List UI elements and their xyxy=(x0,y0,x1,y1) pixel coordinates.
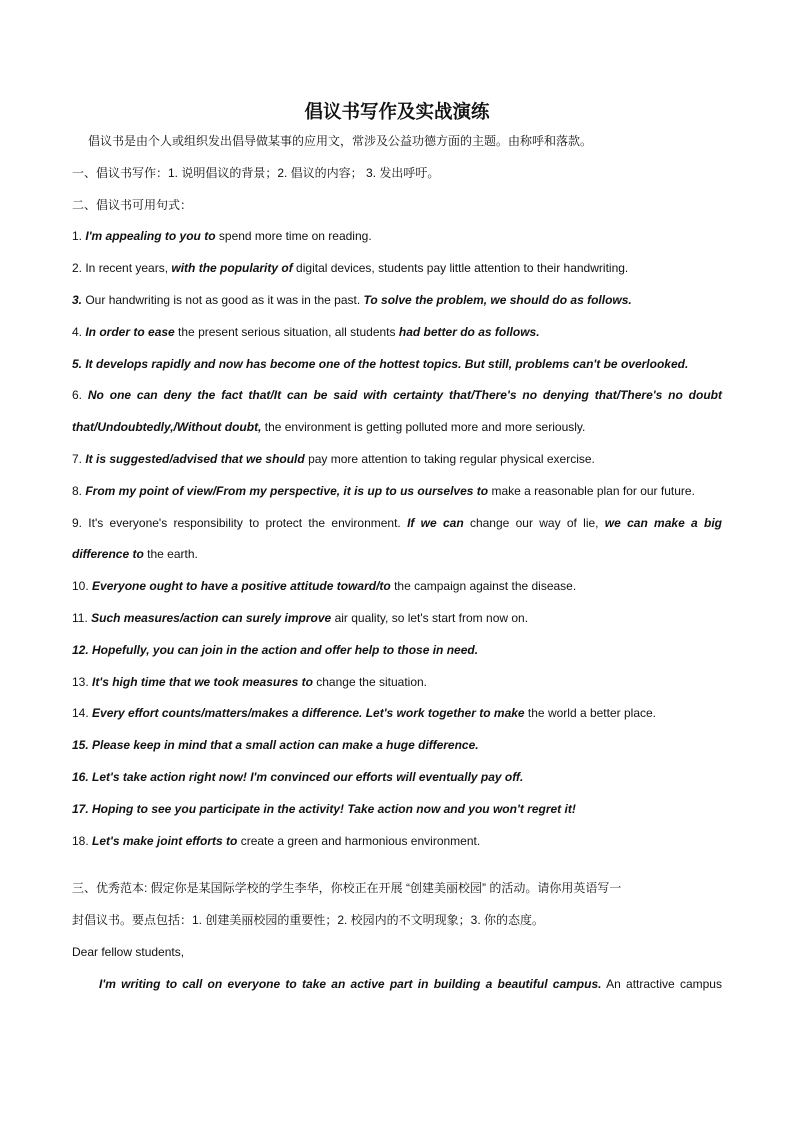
sentence-text: An attractive campus xyxy=(601,976,722,991)
sentence-5: 5. It develops rapidly and now has become one of the hottest topics. But still, problems can't be overlooked. xyxy=(72,356,689,371)
key-phrase: From my point of view/From my perspective, it is up to us ourselves to xyxy=(82,483,489,498)
sentence-text: make a reasonable plan for our future. xyxy=(488,483,695,498)
sentence-9 xyxy=(72,508,722,540)
page-title: 倡议书写作及实战演练 xyxy=(304,102,490,123)
key-phrase: I'm writing to call on everyone to take an active part in building a beautiful campus. xyxy=(99,976,602,991)
sentence-16: 16. Let's take action right now! I'm convinced our efforts will eventually pay off. xyxy=(72,769,524,784)
key-phrase: It's high time that we took measures to xyxy=(88,674,313,689)
key-phrase: In order to ease xyxy=(82,324,175,339)
sentence-10 xyxy=(72,571,722,603)
sentence-3 xyxy=(72,285,722,317)
sentence-number: 8. xyxy=(72,483,83,498)
document-page xyxy=(72,100,722,1001)
section-heading-3: 三、优秀范本: 假定你是某国际学校的学生李华，你校正在开展 “创建美丽校园” 的活动。请你用英语写一 xyxy=(72,881,622,896)
sentence-number: 18. xyxy=(72,833,89,848)
section-heading-1: 一、倡议书写作：1. 说明倡议的背景；2. 倡议的内容； 3. 发出呼吁。 xyxy=(72,165,440,180)
sentence-text: the earth. xyxy=(143,547,198,562)
sentence-11 xyxy=(72,603,722,635)
key-phrase: difference to xyxy=(72,547,144,562)
key-phrase: To solve the problem, we should do as follows. xyxy=(363,292,632,307)
sentence-number: 10. xyxy=(72,579,89,594)
sentence-8 xyxy=(72,476,722,508)
sentence-12: 12. Hopefully, you can join in the action and offer help to those in need. xyxy=(72,642,479,657)
key-phrase: Everyone ought to have a positive attitude toward/to xyxy=(88,579,391,594)
sentence-number: 7. xyxy=(72,451,83,466)
letter-salutation: Dear fellow students, xyxy=(72,944,185,959)
key-phrase: I'm appealing to you to xyxy=(85,229,216,244)
sentence-4 xyxy=(72,317,722,349)
sentence-number: 2. xyxy=(72,261,83,276)
key-phrase: Let's make joint efforts to xyxy=(88,833,238,848)
sentence-2 xyxy=(72,253,722,285)
sentence-7 xyxy=(72,444,722,476)
sentence-number: 3. xyxy=(72,292,83,307)
sentence-text: change our way of lie, xyxy=(463,515,605,530)
sentence-text: digital devices, students pay little attention to their handwriting. xyxy=(292,261,629,276)
key-phrase: Such measures/action can surely improve xyxy=(87,610,332,625)
sentence-text: It's everyone's responsibility to protect the environment. xyxy=(82,515,408,530)
sentence-1 xyxy=(72,221,722,253)
key-phrase: that/Undoubtedly,/Without doubt, xyxy=(72,420,262,435)
sentence-18 xyxy=(72,826,722,858)
key-phrase: It is suggested/advised that we should xyxy=(82,451,305,466)
sentence-text: the present serious situation, all students xyxy=(174,324,399,339)
key-phrase: had better do as follows. xyxy=(398,324,540,339)
sentence-text: change the situation. xyxy=(312,674,428,689)
sentence-number: 4. xyxy=(72,324,83,339)
key-phrase: we can make a big xyxy=(604,515,722,530)
sentence-9-continued xyxy=(72,539,722,571)
sentence-text: pay more attention to taking regular physical exercise. xyxy=(304,451,595,466)
sentence-14 xyxy=(72,698,722,730)
letter-body xyxy=(72,969,722,1001)
sentence-text: create a green and harmonious environment. xyxy=(237,833,481,848)
sentence-15: 15. Please keep in mind that a small action can make a huge difference. xyxy=(72,738,479,753)
sentence-number: 9. xyxy=(72,515,83,530)
sentence-13 xyxy=(72,667,722,699)
sentence-text: the campaign against the disease. xyxy=(390,579,577,594)
intro-paragraph: 倡议书是由个人或组织发出倡导做某事的应用文，常涉及公益功德方面的主题。由称呼和落款。 xyxy=(88,134,593,148)
sentence-17: 17. Hoping to see you participate in the activity! Take action now and you won't regret it! xyxy=(72,801,576,816)
sentence-text: spend more time on reading. xyxy=(215,229,372,244)
sentence-number: 13. xyxy=(72,674,89,689)
key-phrase: No one can deny the fact that/It can be said with certainty that/There's no denying that/There's no doubt xyxy=(82,388,722,403)
sentence-text: the world a better place. xyxy=(524,706,657,721)
section-heading-2: 二、倡议书可用句式： xyxy=(72,197,193,212)
sentence-6-continued xyxy=(72,412,722,444)
sentence-6 xyxy=(72,380,722,412)
sentence-text: Our handwriting is not as good as it was in the past. xyxy=(82,292,364,307)
paragraph-gap xyxy=(72,857,722,873)
key-phrase: Every effort counts/matters/makes a difference. Let's work together to make xyxy=(88,706,525,721)
sentence-text: the environment is getting polluted more and more seriously. xyxy=(261,420,586,435)
sentence-text: In recent years, xyxy=(82,261,172,276)
sentence-text: air quality, so let's start from now on. xyxy=(331,610,529,625)
sentence-number: 14. xyxy=(72,706,89,721)
sentence-number: 1. xyxy=(72,229,83,244)
key-phrase: with the popularity of xyxy=(171,261,293,276)
key-phrase: If we can xyxy=(407,515,464,530)
sentence-number: 6. xyxy=(72,388,83,403)
sentence-number: 11. xyxy=(72,610,88,625)
section-heading-3-continued: 封倡议书。要点包括：1. 创建美丽校园的重要性；2. 校园内的不文明现象；3. 你的态度。 xyxy=(72,913,545,928)
